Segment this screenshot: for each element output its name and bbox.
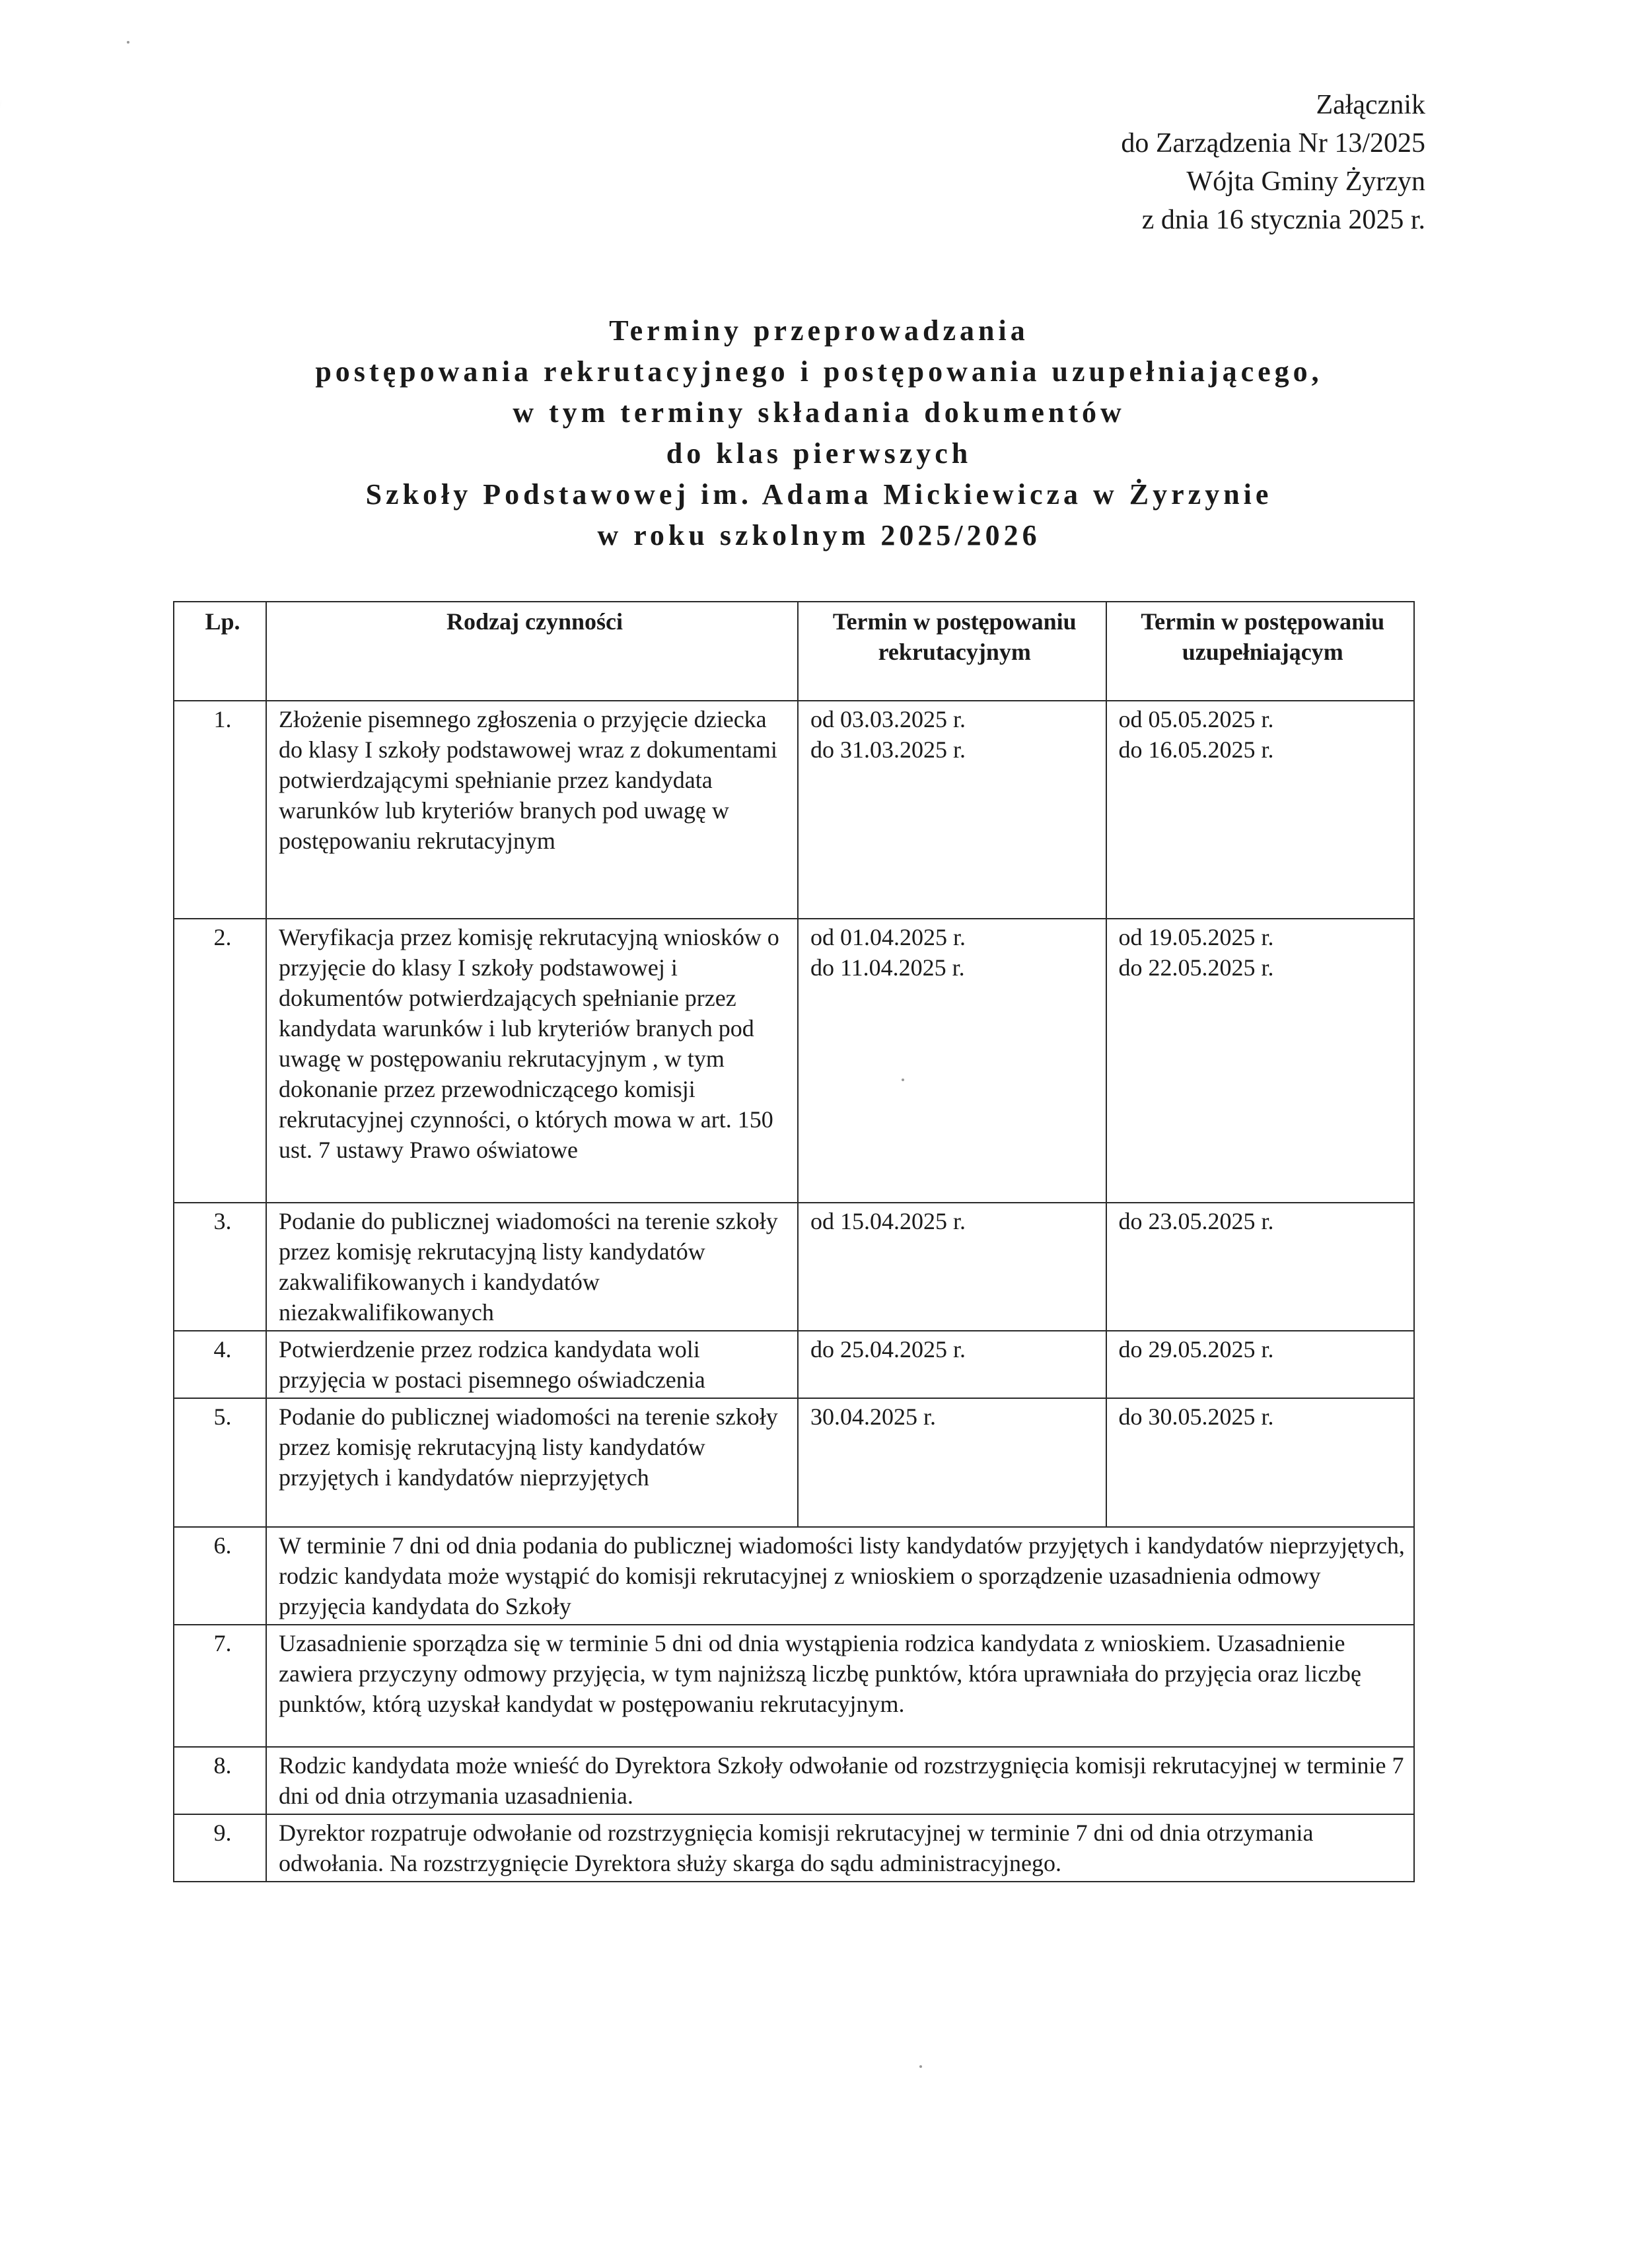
date-to: do 22.05.2025 r. [1118,954,1274,981]
header-recruitment-date: Termin w postępowaniu rekrutacyjnym [798,602,1106,701]
title-line: do klas pierwszych [666,437,972,470]
date-from: od 15.04.2025 r. [810,1208,966,1234]
table-row [174,1203,1414,1331]
row-activity: Podanie do publicznej wiadomości na terenie szkoły przez komisję rekrutacyjną listy kandydatów zakwalifikowanych i kandydatów niezakwalifikowanych [266,1203,798,1331]
row-recruitment-date [798,701,1106,919]
row-number: 7. [174,1625,266,1747]
date-to: do 11.04.2025 r. [810,954,965,981]
row-activity: Dyrektor rozpatruje odwołanie od rozstrzygnięcia komisji rekrutacyjnej w terminie 7 dni od dnia otrzymania odwołania. Na rozstrzygnięcie Dyrektora służy skarga do sądu administracyjnego. [266,1814,1414,1882]
scan-edge-mark [0,99,3,264]
table-row [174,919,1414,1203]
date-to: do 16.05.2025 r. [1118,736,1274,763]
scan-speck [919,2065,922,2068]
row-activity: Potwierdzenie przez rodzica kandydata woli przyjęcia w postaci pisemnego oświadczenia [266,1331,798,1398]
table-row [174,701,1414,919]
document-title [0,310,1638,556]
row-recruitment-date [798,919,1106,1203]
header-supplementary-date: Termin w postępowaniu uzupełniającym [1106,602,1415,701]
row-activity: Złożenie pisemnego zgłoszenia o przyjęcie dziecka do klasy I szkoły podstawowej wraz z dokumentami potwierdzającymi spełnianie przez kandydata warunków lub kryteriów branych pod uwagę w postępowaniu rekrutacyjnym [266,701,798,919]
row-activity: Weryfikacja przez komisję rekrutacyjną wniosków o przyjęcie do klasy I szkoły podstawowej i dokumentów potwierdzających spełnianie przez kandydata warunków i lub kryteriów branych pod uwagę w postępowaniu rekrutacyjnym , w tym dokonanie przez przewodniczącego komisji rekrutacyjnej czynności, o których mowa w art. 150 ust. 7 ustawy Prawo oświatowe [266,919,798,1203]
date-to: do 25.04.2025 r. [810,1336,966,1363]
annex-order-number: do Zarządzenia Nr 13/2025 [1121,128,1425,159]
table-row [174,1398,1414,1527]
title-line: Terminy przeprowadzania [609,314,1029,347]
schedule-table [173,601,1415,1882]
row-number: 2. [174,919,266,1203]
row-supplementary-date [1106,919,1415,1203]
row-number: 9. [174,1814,266,1882]
annex-date: z dnia 16 stycznia 2025 r. [1141,205,1425,235]
row-supplementary-date [1106,1331,1415,1398]
scan-speck [127,41,129,44]
title-line: Szkoły Podstawowej im. Adama Mickiewicza w Żyrzynie [365,478,1273,511]
date-from: od 05.05.2025 r. [1118,706,1274,732]
row-activity: Rodzic kandydata może wnieść do Dyrektora Szkoły odwołanie od rozstrzygnięcia komisji rekrutacyjnej w terminie 7 dni od dnia otrzymania uzasadnienia. [266,1747,1414,1814]
row-recruitment-date [798,1331,1106,1398]
date-from: od 19.05.2025 r. [1118,924,1274,950]
date-from: od 03.03.2025 r. [810,706,966,732]
table-row [174,1747,1414,1814]
date-value: 30.04.2025 r. [810,1403,937,1430]
row-number: 4. [174,1331,266,1398]
row-supplementary-date [1106,1398,1415,1527]
date-to: do 23.05.2025 r. [1118,1208,1274,1234]
date-to: do 30.05.2025 r. [1118,1403,1274,1430]
row-activity: Uzasadnienie sporządza się w terminie 5 dni od dnia wystąpienia rodzica kandydata z wnioskiem. Uzasadnienie zawiera przyczyny odmowy przyjęcia, w tym najniższą liczbę punktów, która uprawniała do przyjęcia oraz liczbę punktów, którą uzyskał kandydat w postępowaniu rekrutacyjnym. [266,1625,1414,1747]
header-activity: Rodzaj czynności [266,602,798,701]
annex-label: Załącznik [1316,90,1425,120]
row-recruitment-date [798,1203,1106,1331]
row-number: 5. [174,1398,266,1527]
row-supplementary-date [1106,1203,1415,1331]
row-recruitment-date [798,1398,1106,1527]
row-supplementary-date [1106,701,1415,919]
annex-issuer: Wójta Gminy Żyrzyn [1186,166,1425,197]
table-row [174,1331,1414,1398]
row-number: 3. [174,1203,266,1331]
row-number: 8. [174,1747,266,1814]
date-to: do 31.03.2025 r. [810,736,966,763]
date-to: do 29.05.2025 r. [1118,1336,1274,1363]
date-from: od 01.04.2025 r. [810,924,966,950]
title-line: postępowania rekrutacyjnego i postępowania uzupełniającego, [315,355,1323,388]
row-activity: Podanie do publicznej wiadomości na terenie szkoły przez komisję rekrutacyjną listy kandydatów przyjętych i kandydatów nieprzyjętych [266,1398,798,1527]
row-number: 6. [174,1527,266,1625]
row-activity: W terminie 7 dni od dnia podania do publicznej wiadomości listy kandydatów przyjętych i kandydatów nieprzyjętych, rodzic kandydata może wystąpić do komisji rekrutacyjnej z wnioskiem o sporządzenie uzasadnienia odmowy przyjęcia kandydata do Szkoły [266,1527,1414,1625]
row-number: 1. [174,701,266,919]
annex-header [1121,86,1425,239]
title-line: w roku szkolnym 2025/2026 [597,519,1041,551]
table-row [174,1814,1414,1882]
table-row [174,1625,1414,1747]
title-line: w tym terminy składania dokumentów [513,396,1125,429]
table-row [174,1527,1414,1625]
header-lp: Lp. [174,602,266,701]
table-header-row [174,602,1414,701]
